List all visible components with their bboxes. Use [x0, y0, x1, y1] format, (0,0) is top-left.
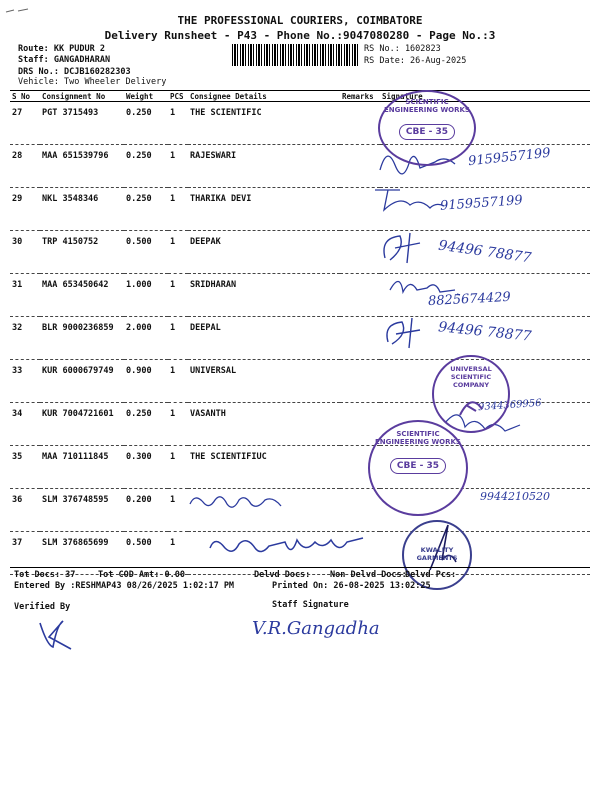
stamp-scientific-engineering-2: SCIENTIFIC ENGINEERING WORKS CBE - 35 [368, 420, 468, 516]
cell-weight: 0.250 [124, 145, 168, 188]
cell-consignee: THARIKA DEVI [188, 188, 340, 231]
cell-weight: 0.900 [124, 360, 168, 403]
cell-weight: 0.250 [124, 403, 168, 446]
total-docs: Tot Docs: 37 [14, 570, 76, 580]
cell-pcs: 1 [168, 317, 188, 360]
cell-weight: 1.000 [124, 274, 168, 317]
col-weight: Weight [124, 91, 168, 102]
cell-sno: 32 [10, 317, 40, 360]
total-cod: Tot COD Amt: 0.00 [98, 570, 185, 580]
cell-consignment: MAA 710111845 [40, 446, 124, 489]
cell-sno: 33 [10, 360, 40, 403]
handwritten-phone: 9159557199 [439, 193, 524, 214]
handwritten-phone: 9944210520 [480, 490, 550, 503]
scan-mark [4, 6, 32, 19]
col-consignee: Consignee Details [188, 91, 340, 102]
cell-weight: 0.250 [124, 102, 168, 145]
col-consignment: Consignment No [40, 91, 124, 102]
cell-weight: 0.300 [124, 446, 168, 489]
cell-pcs: 1 [168, 188, 188, 231]
cell-consignment: SLM 376748595 [40, 489, 124, 532]
entered-by: Entered By :RESHMAP43 08/26/2025 1:02:17 PM [14, 581, 235, 591]
stamp-scientific-engineering: SCIENTIFIC ENGINEERING WORKS CBE - 35 [378, 90, 476, 166]
vehicle: Vehicle: Two Wheeler Delivery [18, 77, 167, 87]
printed-on: Printed On: 26-08-2025 13:02:25 [272, 581, 431, 591]
route: Route: KK PUDUR 2 [18, 44, 105, 54]
verified-signature [35, 615, 80, 653]
col-signature: Signature [380, 91, 590, 102]
delivered-pcs: Delvd Pcs: [405, 570, 457, 580]
cell-consignment: BLR 9000236859 [40, 317, 124, 360]
cell-pcs: 1 [168, 274, 188, 317]
cell-consignee: THE SCIENTIFIUC [188, 446, 340, 489]
cell-pcs: 1 [168, 532, 188, 575]
cell-remarks [340, 274, 380, 317]
staff-signature: V.R.Gangadha [252, 618, 380, 639]
cell-sno: 35 [10, 446, 40, 489]
cell-sno: 34 [10, 403, 40, 446]
signature-tamil [185, 488, 295, 516]
cell-weight: 0.500 [124, 231, 168, 274]
signature-scribble [370, 180, 450, 215]
cell-remarks [340, 317, 380, 360]
table-row [10, 102, 590, 145]
staff: Staff: GANGADHARAN [18, 55, 111, 65]
table-row [10, 446, 590, 489]
cell-remarks [340, 102, 380, 145]
cell-sno: 29 [10, 188, 40, 231]
cell-consignment: KUR 6000679749 [40, 360, 124, 403]
cell-remarks [340, 231, 380, 274]
signature-kwality [205, 530, 370, 564]
handwritten-phone: 94496 78877 [437, 237, 533, 267]
cell-weight: 0.200 [124, 489, 168, 532]
cell-weight: 2.000 [124, 317, 168, 360]
cell-sno: 30 [10, 231, 40, 274]
handwritten-phone: 8825674429 [427, 289, 512, 310]
stamp-kwality: KWALITY GARMENTS [402, 520, 472, 590]
runsheet-subtitle: Delivery Runsheet - P43 - Phone No.:9047080280 - Page No.:3 [104, 29, 496, 42]
cell-remarks [340, 360, 380, 403]
cell-consignment: KUR 7004721601 [40, 403, 124, 446]
cell-sno: 37 [10, 532, 40, 575]
rs-date: RS Date: 26-Aug-2025 [364, 56, 467, 66]
non-delivered-docs: Non Delvd Docs: [330, 570, 407, 580]
barcode [232, 44, 358, 66]
cell-sno: 36 [10, 489, 40, 532]
col-pcs: PCS [168, 91, 188, 102]
cell-pcs: 1 [168, 360, 188, 403]
scan-mark-icon [4, 6, 32, 16]
col-sno: S No [10, 91, 40, 102]
cell-pcs: 1 [168, 102, 188, 145]
cell-sno: 31 [10, 274, 40, 317]
cell-consignee: VASANTH [188, 403, 340, 446]
cell-pcs: 1 [168, 403, 188, 446]
handwritten-phone: 9159557199 [467, 145, 552, 170]
cell-consignment: MAA 653450642 [40, 274, 124, 317]
signature-scribble [385, 270, 470, 300]
footer-divider [10, 567, 590, 568]
cell-sno: 28 [10, 145, 40, 188]
cell-consignment: SLM 376865699 [40, 532, 124, 575]
cell-consignee: THE SCIENTIFIC [188, 102, 340, 145]
cell-consignee: DEEPAL [188, 317, 340, 360]
cell-consignee: DEEPAK [188, 231, 340, 274]
cell-pcs: 1 [168, 489, 188, 532]
cell-consignment: MAA 651539796 [40, 145, 124, 188]
signature-scribble [375, 228, 435, 268]
cell-pcs: 1 [168, 145, 188, 188]
cell-consignment: TRP 4150752 [40, 231, 124, 274]
cell-consignment: NKL 3548346 [40, 188, 124, 231]
company-title: THE PROFESSIONAL COURIERS, COIMBATORE [177, 14, 423, 27]
cell-weight: 0.250 [124, 188, 168, 231]
cell-consignee: UNIVERSAL [188, 360, 340, 403]
table-header [10, 91, 590, 102]
stamp-universal-scientific: UNIVERSAL SCIENTIFIC COMPANY [432, 355, 510, 433]
cell-remarks [340, 489, 380, 532]
cell-weight: 0.500 [124, 532, 168, 575]
handwritten-phone: 94496 78877 [437, 319, 533, 345]
lightning-icon [456, 395, 486, 419]
cell-consignment: PGT 3715493 [40, 102, 124, 145]
cell-sno: 27 [10, 102, 40, 145]
rs-number: RS No.: 1602823 [364, 44, 441, 54]
cell-consignee: SRIDHARAN [188, 274, 340, 317]
cell-pcs: 1 [168, 446, 188, 489]
col-remarks: Remarks [340, 91, 380, 102]
staff-signature-label: Staff Signature [272, 600, 349, 610]
drs-number: DRS No.: DCJB160282303 [18, 67, 131, 77]
delivered-docs: Delvd Docs: [254, 570, 311, 580]
handwritten-phone: 9344369956 [477, 397, 542, 414]
verified-by-label: Verified By [14, 602, 71, 612]
cell-consignee: RAJESWARI [188, 145, 340, 188]
cell-pcs: 1 [168, 231, 188, 274]
signature-scribble [378, 312, 438, 352]
